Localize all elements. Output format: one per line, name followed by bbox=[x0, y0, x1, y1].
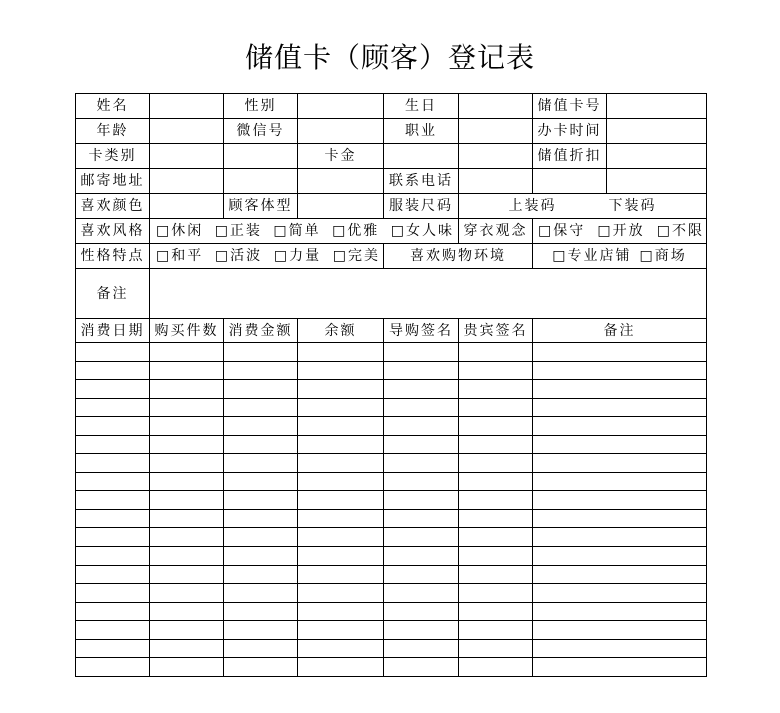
quantity-cell bbox=[150, 639, 224, 658]
clothing-size-label: 服装尺码 bbox=[384, 194, 459, 219]
body-type-label: 顾客体型 bbox=[224, 194, 298, 219]
consumption-row bbox=[76, 658, 707, 677]
quantity-cell bbox=[150, 361, 224, 380]
info-row-contact bbox=[76, 169, 707, 194]
amount-cell bbox=[224, 380, 298, 399]
consumption-row bbox=[76, 584, 707, 603]
guide-signature-cell bbox=[384, 472, 459, 491]
balance-cell bbox=[298, 454, 384, 473]
column-header-balance: 余额 bbox=[298, 319, 384, 343]
amount-cell bbox=[224, 528, 298, 547]
amount-cell bbox=[224, 417, 298, 436]
vip-signature-cell bbox=[459, 602, 533, 621]
remarks-label: 备注 bbox=[76, 269, 150, 319]
date-cell bbox=[76, 658, 150, 677]
amount-cell bbox=[224, 658, 298, 677]
card-issue-time-value-cell bbox=[607, 119, 707, 144]
top-size-label: 上装码 bbox=[508, 198, 557, 214]
info-row-remarks bbox=[76, 269, 707, 319]
mailing-address-value-cell bbox=[150, 169, 224, 194]
consumption-row bbox=[76, 528, 707, 547]
bottom-size-label: 下装码 bbox=[608, 198, 657, 214]
quantity-cell bbox=[150, 417, 224, 436]
consumption-row bbox=[76, 435, 707, 454]
style-options-cell bbox=[150, 219, 459, 244]
remarks-cell bbox=[533, 472, 707, 491]
consumption-row bbox=[76, 547, 707, 566]
shopping-environment-option-checkbox: □专业店铺 bbox=[552, 248, 632, 264]
column-header-quantity: 购买件数 bbox=[150, 319, 224, 343]
info-row-style bbox=[76, 219, 707, 244]
style-option-checkbox: □女人味 bbox=[390, 223, 454, 239]
amount-cell bbox=[224, 639, 298, 658]
clothing-size-pair bbox=[459, 197, 706, 215]
shopping-environment-options bbox=[533, 247, 706, 265]
contact-phone-label: 联系电话 bbox=[384, 169, 459, 194]
date-cell bbox=[76, 621, 150, 640]
column-header-guide-signature: 导购签名 bbox=[384, 319, 459, 343]
customer-registration-table bbox=[75, 93, 707, 677]
gender-value-cell bbox=[298, 94, 384, 119]
card-type-extra-cell bbox=[224, 144, 298, 169]
date-cell bbox=[76, 528, 150, 547]
vip-signature-cell bbox=[459, 584, 533, 603]
remarks-cell bbox=[533, 584, 707, 603]
balance-cell bbox=[298, 639, 384, 658]
consumption-header-row bbox=[76, 319, 707, 343]
personality-option-checkbox: □完美 bbox=[332, 248, 380, 264]
balance-cell bbox=[298, 398, 384, 417]
consumption-row bbox=[76, 417, 707, 436]
card-amount-value-cell bbox=[384, 144, 459, 169]
shopping-environment-option-checkbox: □商场 bbox=[639, 248, 687, 264]
mailing-address-value-cell bbox=[224, 169, 298, 194]
guide-signature-cell bbox=[384, 454, 459, 473]
customer-info-section bbox=[76, 94, 707, 319]
guide-signature-cell bbox=[384, 398, 459, 417]
column-header-amount: 消费金额 bbox=[224, 319, 298, 343]
vip-signature-cell bbox=[459, 380, 533, 399]
guide-signature-cell bbox=[384, 361, 459, 380]
stored-value-discount-label: 储值折扣 bbox=[533, 144, 607, 169]
consumption-row bbox=[76, 491, 707, 510]
dressing-concept-options-cell bbox=[533, 219, 707, 244]
vip-signature-cell bbox=[459, 417, 533, 436]
stored-value-discount-value-cell bbox=[607, 144, 707, 169]
quantity-cell bbox=[150, 658, 224, 677]
guide-signature-cell bbox=[384, 584, 459, 603]
form-title: 储值卡（顾客）登记表 bbox=[244, 41, 535, 74]
consumption-row bbox=[76, 454, 707, 473]
quantity-cell bbox=[150, 454, 224, 473]
date-cell bbox=[76, 639, 150, 658]
guide-signature-cell bbox=[384, 435, 459, 454]
amount-cell bbox=[224, 454, 298, 473]
column-header-date: 消费日期 bbox=[76, 319, 150, 343]
personality-option-checkbox: □力量 bbox=[273, 248, 322, 264]
consumption-row bbox=[76, 398, 707, 417]
style-option-checkbox: □正装 bbox=[214, 223, 262, 239]
card-type-label: 卡类别 bbox=[76, 144, 150, 169]
date-cell bbox=[76, 472, 150, 491]
remarks-cell bbox=[533, 417, 707, 436]
vip-signature-cell bbox=[459, 454, 533, 473]
amount-cell bbox=[224, 491, 298, 510]
balance-cell bbox=[298, 435, 384, 454]
style-option-checkbox: □休闲 bbox=[156, 223, 204, 239]
vip-signature-cell bbox=[459, 472, 533, 491]
style-option-checkbox: □优雅 bbox=[332, 223, 380, 239]
contact-phone-value-cell bbox=[459, 169, 533, 194]
amount-cell bbox=[224, 602, 298, 621]
shopping-environment-options-cell bbox=[533, 244, 707, 269]
date-cell bbox=[76, 380, 150, 399]
guide-signature-cell bbox=[384, 658, 459, 677]
info-row-personal bbox=[76, 119, 707, 144]
dressing-concept-option-checkbox: □保守 bbox=[538, 223, 586, 239]
consumption-row bbox=[76, 361, 707, 380]
date-cell bbox=[76, 398, 150, 417]
consumption-row bbox=[76, 472, 707, 491]
quantity-cell bbox=[150, 398, 224, 417]
date-cell bbox=[76, 602, 150, 621]
favorite-color-value-cell bbox=[150, 194, 224, 219]
contact-phone-value-cell bbox=[607, 169, 707, 194]
amount-cell bbox=[224, 621, 298, 640]
vip-signature-cell bbox=[459, 343, 533, 362]
mailing-address-value-cell bbox=[298, 169, 384, 194]
balance-cell bbox=[298, 472, 384, 491]
vip-signature-cell bbox=[459, 509, 533, 528]
style-option-checkbox: □简单 bbox=[273, 223, 321, 239]
quantity-cell bbox=[150, 509, 224, 528]
consumption-row bbox=[76, 621, 707, 640]
info-row-personality bbox=[76, 244, 707, 269]
amount-cell bbox=[224, 472, 298, 491]
guide-signature-cell bbox=[384, 343, 459, 362]
remarks-cell bbox=[533, 509, 707, 528]
remarks-cell bbox=[533, 528, 707, 547]
guide-signature-cell bbox=[384, 639, 459, 658]
amount-cell bbox=[224, 584, 298, 603]
quantity-cell bbox=[150, 343, 224, 362]
balance-cell bbox=[298, 361, 384, 380]
amount-cell bbox=[224, 398, 298, 417]
date-cell bbox=[76, 417, 150, 436]
card-amount-label: 卡金 bbox=[298, 144, 384, 169]
occupation-label: 职业 bbox=[384, 119, 459, 144]
amount-cell bbox=[224, 565, 298, 584]
quantity-cell bbox=[150, 435, 224, 454]
quantity-cell bbox=[150, 472, 224, 491]
gender-label: 性别 bbox=[224, 94, 298, 119]
personality-option-checkbox: □和平 bbox=[156, 248, 204, 264]
balance-cell bbox=[298, 509, 384, 528]
consumption-row bbox=[76, 509, 707, 528]
remarks-value-cell bbox=[150, 269, 707, 319]
card-issue-time-label: 办卡时间 bbox=[533, 119, 607, 144]
guide-signature-cell bbox=[384, 528, 459, 547]
date-cell bbox=[76, 435, 150, 454]
amount-cell bbox=[224, 509, 298, 528]
card-amount-extra-cell bbox=[459, 144, 533, 169]
favorite-color-label: 喜欢颜色 bbox=[76, 194, 150, 219]
dressing-concept-options bbox=[533, 222, 706, 240]
vip-signature-cell bbox=[459, 398, 533, 417]
balance-cell bbox=[298, 528, 384, 547]
info-row-appearance bbox=[76, 194, 707, 219]
remarks-cell bbox=[533, 658, 707, 677]
name-label: 姓名 bbox=[76, 94, 150, 119]
dressing-concept-label: 穿衣观念 bbox=[459, 219, 533, 244]
contact-phone-value-cell bbox=[533, 169, 607, 194]
remarks-cell bbox=[533, 491, 707, 510]
column-header-vip-signature: 贵宾签名 bbox=[459, 319, 533, 343]
guide-signature-cell bbox=[384, 565, 459, 584]
personality-options-cell bbox=[150, 244, 384, 269]
balance-cell bbox=[298, 547, 384, 566]
shopping-environment-label: 喜欢购物环境 bbox=[384, 244, 533, 269]
age-label: 年龄 bbox=[76, 119, 150, 144]
guide-signature-cell bbox=[384, 491, 459, 510]
consumption-row bbox=[76, 565, 707, 584]
quantity-cell bbox=[150, 380, 224, 399]
amount-cell bbox=[224, 547, 298, 566]
balance-cell bbox=[298, 491, 384, 510]
birthday-label: 生日 bbox=[384, 94, 459, 119]
body-type-value-cell bbox=[298, 194, 384, 219]
remarks-cell bbox=[533, 343, 707, 362]
vip-signature-cell bbox=[459, 435, 533, 454]
clothing-size-values-cell bbox=[459, 194, 707, 219]
birthday-value-cell bbox=[459, 94, 533, 119]
remarks-cell bbox=[533, 639, 707, 658]
date-cell bbox=[76, 491, 150, 510]
vip-signature-cell bbox=[459, 565, 533, 584]
remarks-cell bbox=[533, 380, 707, 399]
column-header-remarks: 备注 bbox=[533, 319, 707, 343]
vip-signature-cell bbox=[459, 528, 533, 547]
age-value-cell bbox=[150, 119, 224, 144]
date-cell bbox=[76, 584, 150, 603]
balance-cell bbox=[298, 565, 384, 584]
balance-cell bbox=[298, 417, 384, 436]
balance-cell bbox=[298, 621, 384, 640]
date-cell bbox=[76, 565, 150, 584]
vip-signature-cell bbox=[459, 639, 533, 658]
dressing-concept-option-checkbox: □开放 bbox=[597, 223, 645, 239]
date-cell bbox=[76, 547, 150, 566]
remarks-cell bbox=[533, 361, 707, 380]
balance-cell bbox=[298, 584, 384, 603]
style-label: 喜欢风格 bbox=[76, 219, 150, 244]
amount-cell bbox=[224, 361, 298, 380]
quantity-cell bbox=[150, 491, 224, 510]
dressing-concept-option-checkbox: □不限 bbox=[656, 223, 704, 239]
mailing-address-label: 邮寄地址 bbox=[76, 169, 150, 194]
balance-cell bbox=[298, 380, 384, 399]
quantity-cell bbox=[150, 565, 224, 584]
quantity-cell bbox=[150, 621, 224, 640]
wechat-value-cell bbox=[298, 119, 384, 144]
guide-signature-cell bbox=[384, 602, 459, 621]
card-number-value-cell bbox=[607, 94, 707, 119]
remarks-cell bbox=[533, 435, 707, 454]
guide-signature-cell bbox=[384, 509, 459, 528]
name-value-cell bbox=[150, 94, 224, 119]
quantity-cell bbox=[150, 602, 224, 621]
date-cell bbox=[76, 454, 150, 473]
consumption-row bbox=[76, 639, 707, 658]
amount-cell bbox=[224, 343, 298, 362]
vip-signature-cell bbox=[459, 658, 533, 677]
card-type-value-cell bbox=[150, 144, 224, 169]
date-cell bbox=[76, 343, 150, 362]
guide-signature-cell bbox=[384, 547, 459, 566]
remarks-cell bbox=[533, 565, 707, 584]
info-row-basic bbox=[76, 94, 707, 119]
info-row-card bbox=[76, 144, 707, 169]
quantity-cell bbox=[150, 584, 224, 603]
amount-cell bbox=[224, 435, 298, 454]
vip-signature-cell bbox=[459, 361, 533, 380]
personality-label: 性格特点 bbox=[76, 244, 150, 269]
balance-cell bbox=[298, 658, 384, 677]
vip-signature-cell bbox=[459, 621, 533, 640]
wechat-label: 微信号 bbox=[224, 119, 298, 144]
remarks-cell bbox=[533, 398, 707, 417]
occupation-value-cell bbox=[459, 119, 533, 144]
consumption-row bbox=[76, 602, 707, 621]
consumption-row bbox=[76, 380, 707, 399]
remarks-cell bbox=[533, 454, 707, 473]
consumption-records-section bbox=[76, 319, 707, 677]
style-options bbox=[150, 222, 458, 240]
card-number-label: 储值卡号 bbox=[533, 94, 607, 119]
personality-option-checkbox: □活波 bbox=[214, 248, 263, 264]
quantity-cell bbox=[150, 547, 224, 566]
vip-signature-cell bbox=[459, 547, 533, 566]
date-cell bbox=[76, 509, 150, 528]
balance-cell bbox=[298, 343, 384, 362]
quantity-cell bbox=[150, 528, 224, 547]
personality-options bbox=[150, 247, 383, 265]
consumption-row bbox=[76, 343, 707, 362]
guide-signature-cell bbox=[384, 417, 459, 436]
balance-cell bbox=[298, 602, 384, 621]
remarks-cell bbox=[533, 621, 707, 640]
guide-signature-cell bbox=[384, 380, 459, 399]
remarks-cell bbox=[533, 602, 707, 621]
date-cell bbox=[76, 361, 150, 380]
vip-signature-cell bbox=[459, 491, 533, 510]
remarks-cell bbox=[533, 547, 707, 566]
guide-signature-cell bbox=[384, 621, 459, 640]
